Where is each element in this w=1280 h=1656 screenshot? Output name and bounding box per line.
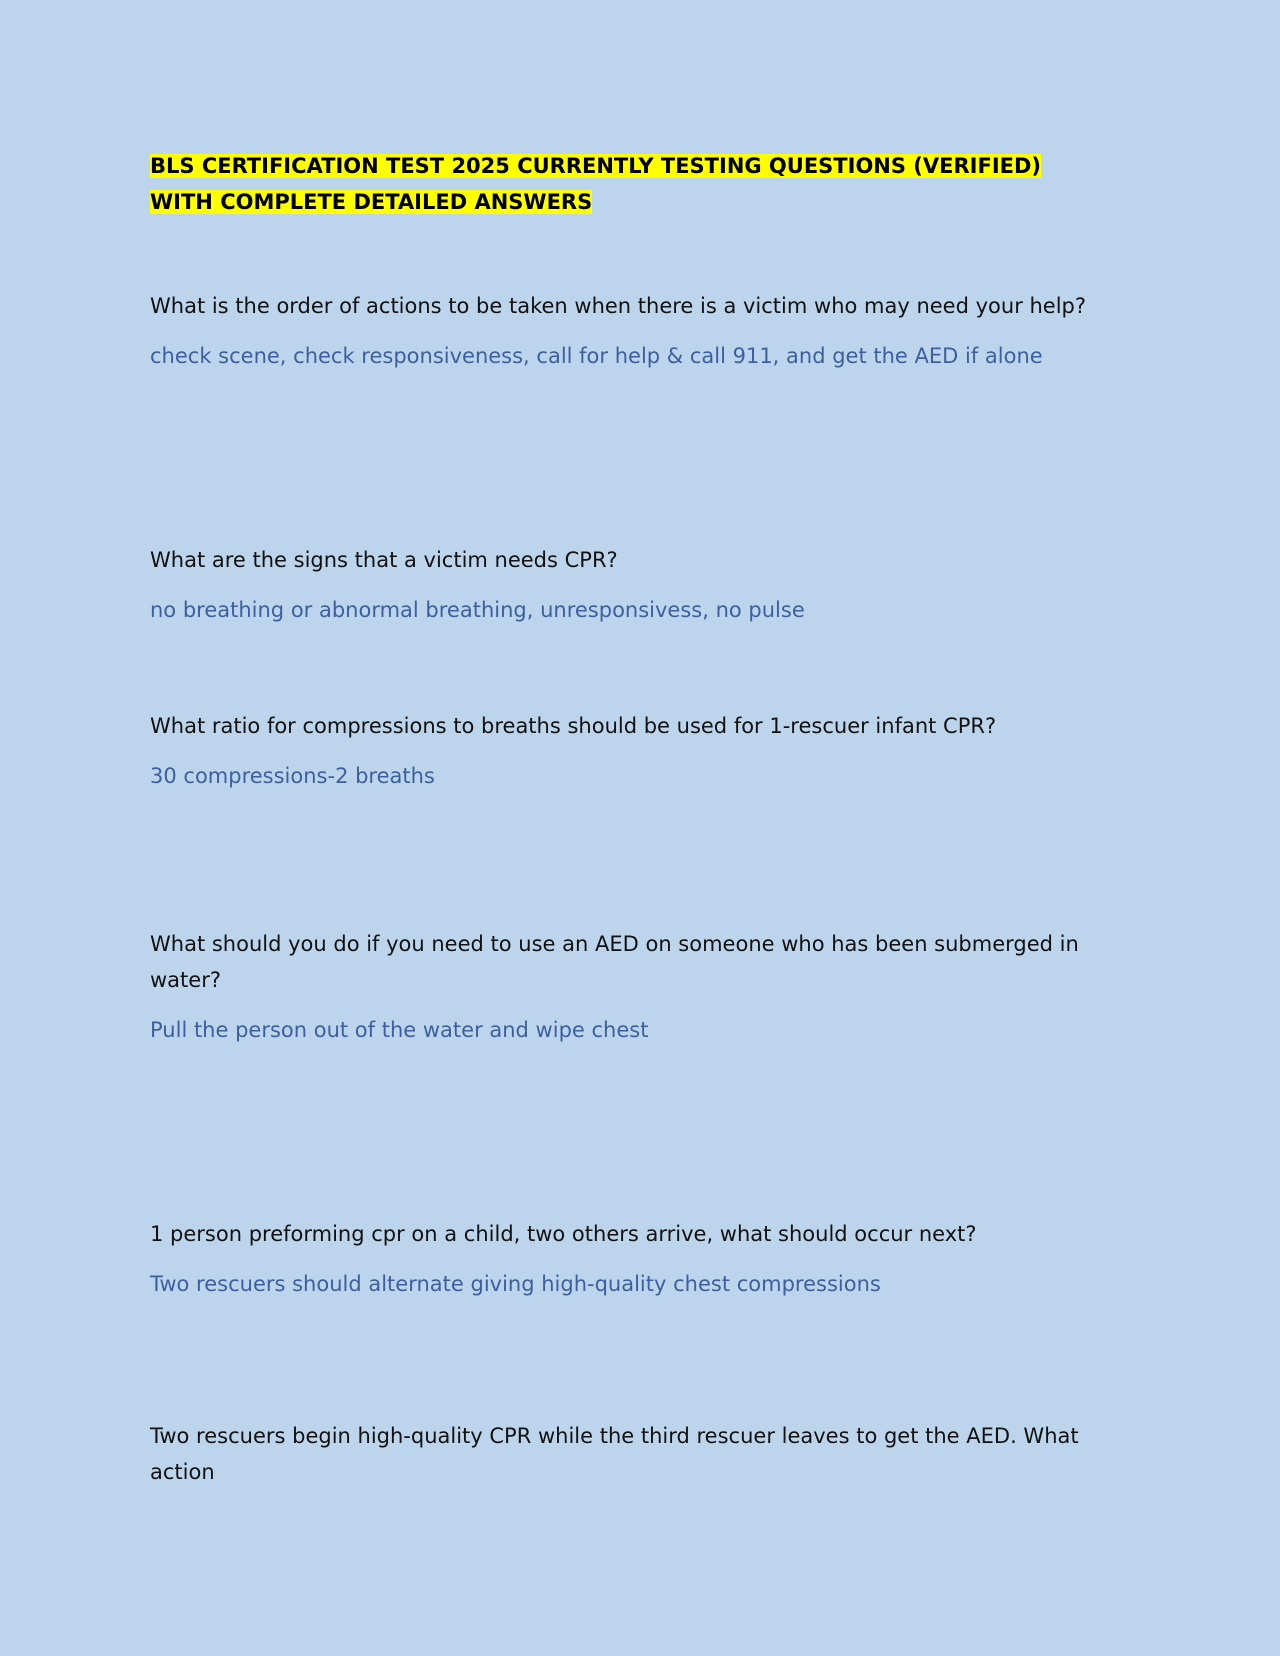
answer-text: check scene, check responsiveness, call for help & call 911, and get the AED if alone [150,344,1043,368]
question-text: What are the signs that a victim needs CPR? [150,548,618,572]
qa-item [150,708,1100,792]
qa-item [150,1418,1100,1490]
question-text: Two rescuers begin high-quality CPR while the third rescuer leaves to get the AED. What action [150,1424,1079,1484]
document-title-text: BLS CERTIFICATION TEST 2025 CURRENTLY TESTING QUESTIONS (VERIFIED) WITH COMPLETE DETAILED ANSWERS [150,154,1042,214]
question-text: What is the order of actions to be taken when there is a victim who may need your help? [150,294,1087,318]
answer-text: no breathing or abnormal breathing, unresponsivess, no pulse [150,598,805,622]
question-text: What should you do if you need to use an AED on someone who has been submerged in water? [150,932,1079,992]
question-text: What ratio for compressions to breaths should be used for 1-rescuer infant CPR? [150,714,997,738]
document-title [150,148,1100,220]
answer-text: 30 compressions-2 breaths [150,764,435,788]
question-text: 1 person preforming cpr on a child, two others arrive, what should occur next? [150,1222,977,1246]
qa-item [150,1216,1100,1300]
qa-item [150,926,1100,1046]
qa-item [150,542,1100,626]
answer-text: Two rescuers should alternate giving high-quality chest compressions [150,1272,881,1296]
answer-text: Pull the person out of the water and wipe chest [150,1018,649,1042]
document-body [150,148,1100,1490]
qa-item [150,288,1100,372]
